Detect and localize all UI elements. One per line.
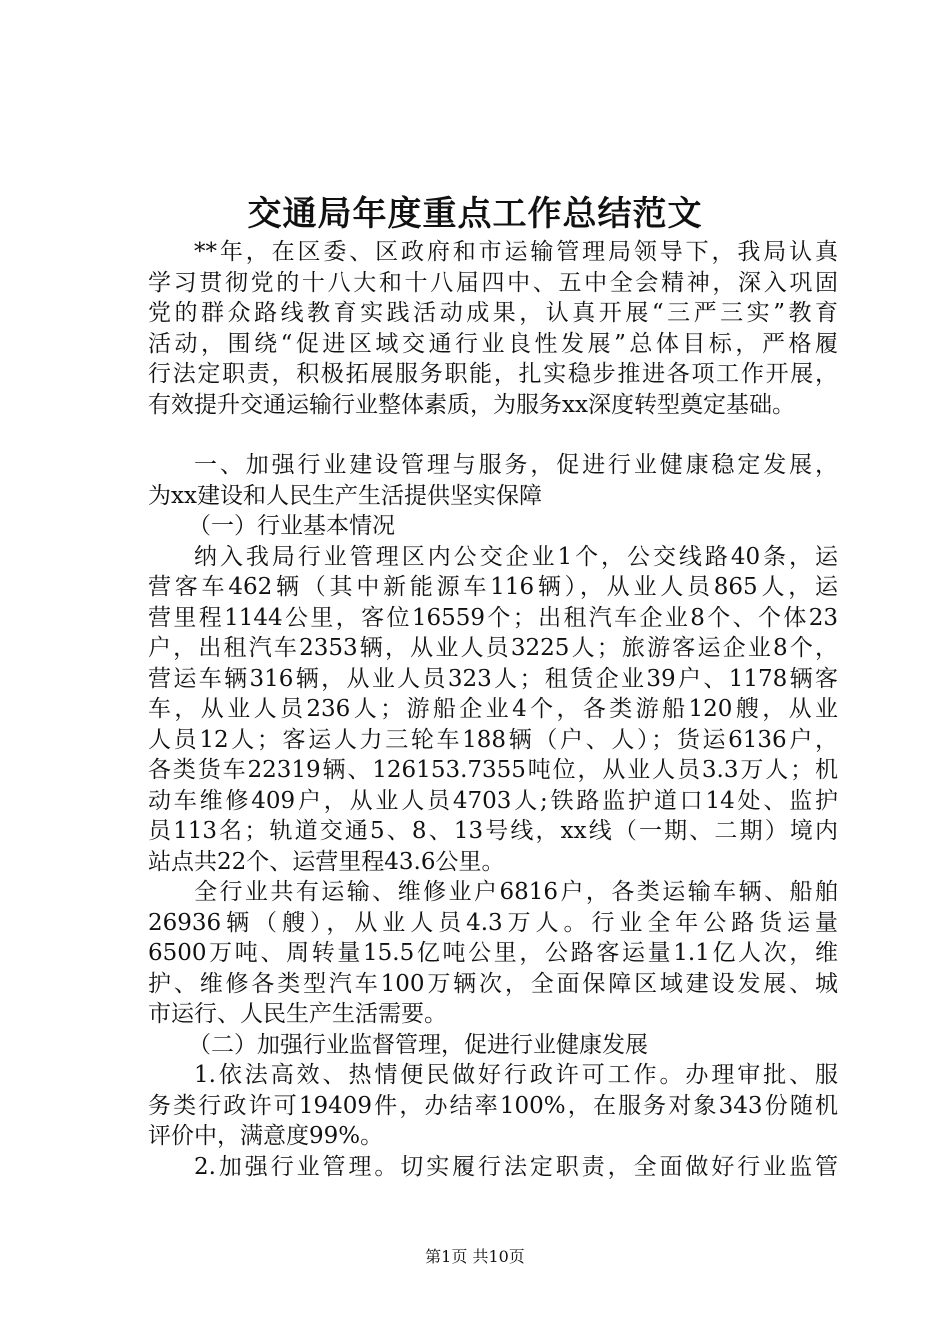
paragraph-industry-total bbox=[148, 877, 838, 1030]
paragraph-line: 各类货车22319辆、126153.7355吨位，从业人员3.3万人；机 bbox=[148, 757, 838, 783]
paragraph-line: 有效提升交通运输行业整体素质，为服务xx深度转型奠定基础。 bbox=[148, 391, 795, 418]
page-number-footer: 第1页 共10页 bbox=[425, 1247, 525, 1266]
paragraph-line: 市运行、人民生产生活需要。 bbox=[148, 1001, 447, 1027]
paragraph-line: 2.加强行业管理。切实履行法定职责，全面做好行业监管 bbox=[194, 1153, 838, 1180]
paragraph-item-1 bbox=[148, 1060, 838, 1152]
paragraph-line: 车，从业人员236人；游船企业4个，各类游船120艘，从业 bbox=[148, 696, 838, 722]
paragraph-line: 6500万吨、周转量15.5亿吨公里，公路客运量1.1亿人次，维 bbox=[148, 940, 838, 966]
heading-line: （二）加强行业监督管理，促进行业健康发展 bbox=[188, 1031, 648, 1058]
subsection-heading-1 bbox=[148, 511, 838, 542]
paragraph-line: 营运车辆316辆，从业人员323人；租赁企业39户、1178辆客 bbox=[148, 665, 838, 692]
paragraph-line: 26936辆（艘），从业人员4.3万人。行业全年公路货运量 bbox=[148, 909, 838, 936]
paragraph-line: 护、维修各类型汽车100万辆次，全面保障区域建设发展、城 bbox=[148, 970, 838, 997]
heading-line: 为xx建设和人民生产生活提供坚实保障 bbox=[148, 482, 542, 509]
paragraph-line: **年，在区委、区政府和市运输管理局领导下，我局认真 bbox=[194, 239, 838, 265]
paragraph-line: 营里程1144公里，客位16559个；出租汽车企业8个、个体23 bbox=[148, 604, 838, 631]
paragraph-line: 动车维修409户，从业人员4703人;铁路监护道口14处、监护 bbox=[148, 787, 838, 814]
paragraph-item-2 bbox=[148, 1152, 838, 1183]
paragraph-line: 活动，围绕“促进区域交通行业良性发展”总体目标，严格履 bbox=[148, 330, 838, 357]
paragraph-line: 站点共22个、运营里程43.6公里。 bbox=[148, 848, 505, 875]
paragraph-line: 党的群众路线教育实践活动成果，认真开展“三严三实”教育 bbox=[148, 300, 838, 326]
paragraph-line: 行法定职责，积极拓展服务职能，扎实稳步推进各项工作开展， bbox=[148, 361, 838, 387]
subsection-heading-2 bbox=[148, 1030, 838, 1061]
paragraph-line: 1.依法高效、热情便民做好行政许可工作。办理审批、服 bbox=[194, 1062, 838, 1088]
paragraph-line: 营客车462辆（其中新能源车116辆），从业人员865人，运 bbox=[148, 574, 838, 600]
paragraph-line: 人员12人；客运人力三轮车188辆（户、人）；货运6136户， bbox=[148, 726, 838, 753]
paragraph-industry-stats bbox=[148, 542, 838, 878]
paragraph-line: 务类行政许可19409件，办结率100%，在服务对象343份随机 bbox=[148, 1092, 838, 1119]
paragraph-line: 评价中，满意度99%。 bbox=[148, 1123, 384, 1149]
heading-line: 一、加强行业建设管理与服务，促进行业健康稳定发展， bbox=[194, 452, 838, 478]
document-body bbox=[148, 237, 838, 1182]
paragraph-line: 员113名；轨道交通5、8、13号线，xx线（一期、二期）境内 bbox=[148, 818, 838, 844]
heading-line: （一）行业基本情况 bbox=[188, 513, 395, 539]
paragraph-line: 纳入我局行业管理区内公交企业1个，公交线路40条，运 bbox=[194, 543, 838, 570]
paragraph-line: 学习贯彻党的十八大和十八届四中、五中全会精神，深入巩固 bbox=[148, 269, 838, 296]
paragraph-line: 户，出租汽车2353辆，从业人员3225人；旅游客运企业8个， bbox=[148, 635, 838, 661]
document-title: 交通局年度重点工作总结范文 bbox=[247, 194, 703, 234]
paragraph-line: 全行业共有运输、维修业户6816户，各类运输车辆、船舶 bbox=[194, 879, 838, 905]
section-heading-1 bbox=[148, 450, 838, 511]
paragraph-spacer bbox=[148, 420, 838, 450]
paragraph-intro bbox=[148, 237, 838, 420]
